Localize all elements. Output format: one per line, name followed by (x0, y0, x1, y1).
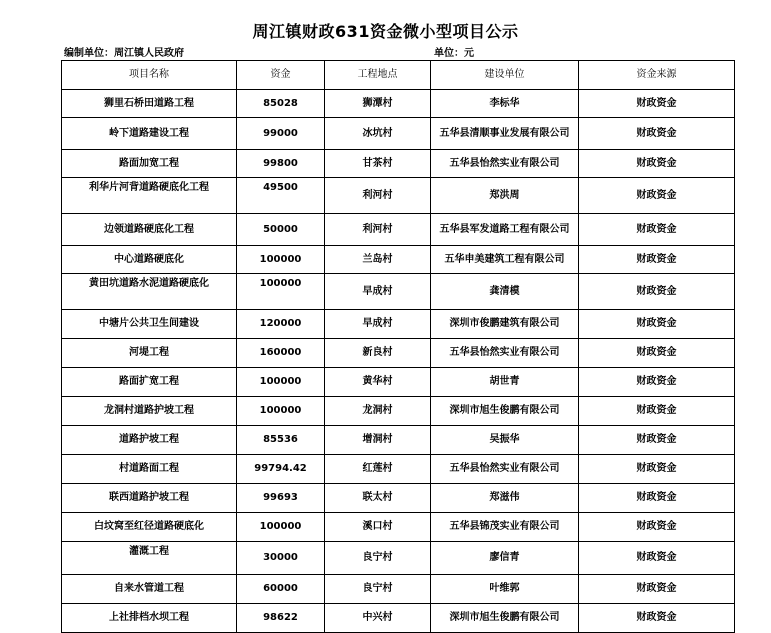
cell-builder: 龚清模 (431, 274, 579, 310)
cell-amount: 49500 (237, 178, 325, 214)
cell-builder: 五华县锦茂实业有限公司 (431, 513, 579, 542)
cell-project-name: 黄田坑道路水泥道路硬底化 (62, 274, 237, 310)
table-row (62, 310, 735, 339)
cell-amount: 50000 (237, 214, 325, 246)
cell-fund-source: 财政资金 (579, 178, 735, 214)
cell-fund-source: 财政资金 (579, 310, 735, 339)
cell-builder: 五华县军发道路工程有限公司 (431, 214, 579, 246)
cell-project-name: 村道路面工程 (62, 455, 237, 484)
cell-fund-source: 财政资金 (579, 150, 735, 178)
cell-fund-source: 财政资金 (579, 118, 735, 150)
cell-amount: 100000 (237, 368, 325, 397)
cell-builder: 叶维郭 (431, 575, 579, 604)
cell-location: 狮潭村 (325, 90, 431, 118)
cell-amount: 100000 (237, 397, 325, 426)
cell-location: 兰岛村 (325, 246, 431, 274)
cell-project-name: 自来水管道工程 (62, 575, 237, 604)
cell-location: 甘茶村 (325, 150, 431, 178)
table-row (62, 178, 735, 214)
cell-builder: 五华县怡然实业有限公司 (431, 455, 579, 484)
cell-builder: 深圳市旭生俊鹏有限公司 (431, 604, 579, 633)
cell-fund-source: 财政资金 (579, 90, 735, 118)
cell-project-name: 狮里石桥田道路工程 (62, 90, 237, 118)
table-row (62, 214, 735, 246)
cell-project-name: 路面扩宽工程 (62, 368, 237, 397)
table-row (62, 150, 735, 178)
cell-project-name: 上社排档水坝工程 (62, 604, 237, 633)
cell-fund-source: 财政资金 (579, 455, 735, 484)
cell-fund-source: 财政资金 (579, 339, 735, 368)
cell-location: 冰坑村 (325, 118, 431, 150)
cell-fund-source: 财政资金 (579, 246, 735, 274)
table-row (62, 542, 735, 575)
cell-fund-source: 财政资金 (579, 426, 735, 455)
table-row (62, 368, 735, 397)
cell-amount: 100000 (237, 513, 325, 542)
cell-location: 溪口村 (325, 513, 431, 542)
table-row (62, 118, 735, 150)
table-row (62, 397, 735, 426)
cell-location: 良宁村 (325, 542, 431, 575)
cell-fund-source: 财政资金 (579, 604, 735, 633)
cell-amount: 100000 (237, 246, 325, 274)
cell-builder: 深圳市旭生俊鹏有限公司 (431, 397, 579, 426)
cell-builder: 廖信青 (431, 542, 579, 575)
cell-builder: 五华县清顺事业发展有限公司 (431, 118, 579, 150)
header-project-name: 项目名称 (62, 61, 237, 90)
cell-fund-source: 财政资金 (579, 274, 735, 310)
table-row (62, 246, 735, 274)
cell-location: 龙洞村 (325, 397, 431, 426)
table-row (62, 426, 735, 455)
cell-builder: 五华县怡然实业有限公司 (431, 150, 579, 178)
table-row (62, 339, 735, 368)
table-header-row (62, 61, 735, 90)
cell-builder: 李标华 (431, 90, 579, 118)
cell-fund-source: 财政资金 (579, 542, 735, 575)
cell-project-name: 路面加宽工程 (62, 150, 237, 178)
cell-location: 红莲村 (325, 455, 431, 484)
cell-builder: 五华申美建筑工程有限公司 (431, 246, 579, 274)
cell-project-name: 岭下道路建设工程 (62, 118, 237, 150)
cell-project-name: 利华片河背道路硬底化工程 (62, 178, 237, 214)
cell-location: 增洞村 (325, 426, 431, 455)
cell-builder: 深圳市俊鹏建筑有限公司 (431, 310, 579, 339)
cell-amount: 99000 (237, 118, 325, 150)
currency-unit: 单位：元 (434, 48, 474, 59)
cell-project-name: 白坟窝至红径道路硬底化 (62, 513, 237, 542)
cell-fund-source: 财政资金 (579, 513, 735, 542)
table-row (62, 90, 735, 118)
table-row (62, 513, 735, 542)
cell-location: 良宁村 (325, 575, 431, 604)
header-fund-source: 资金来源 (579, 61, 735, 90)
cell-amount: 160000 (237, 339, 325, 368)
cell-amount: 60000 (237, 575, 325, 604)
cell-amount: 99693 (237, 484, 325, 513)
cell-project-name: 边领道路硬底化工程 (62, 214, 237, 246)
cell-builder: 五华县怡然实业有限公司 (431, 339, 579, 368)
cell-builder: 吴振华 (431, 426, 579, 455)
cell-location: 早成村 (325, 310, 431, 339)
cell-builder: 胡世青 (431, 368, 579, 397)
cell-fund-source: 财政资金 (579, 214, 735, 246)
cell-location: 利河村 (325, 178, 431, 214)
table-row (62, 455, 735, 484)
page-title: 周江镇财政631资金微小型项目公示 (252, 22, 519, 41)
table-row (62, 274, 735, 310)
cell-amount: 30000 (237, 542, 325, 575)
cell-amount: 100000 (237, 274, 325, 310)
cell-project-name: 中心道路硬底化 (62, 246, 237, 274)
cell-amount: 85028 (237, 90, 325, 118)
cell-project-name: 道路护坡工程 (62, 426, 237, 455)
cell-location: 新良村 (325, 339, 431, 368)
cell-amount: 120000 (237, 310, 325, 339)
cell-amount: 99794.42 (237, 455, 325, 484)
cell-location: 中兴村 (325, 604, 431, 633)
cell-project-name: 联西道路护坡工程 (62, 484, 237, 513)
cell-location: 联太村 (325, 484, 431, 513)
cell-builder: 郑滋伟 (431, 484, 579, 513)
table-row (62, 575, 735, 604)
cell-project-name: 龙洞村道路护坡工程 (62, 397, 237, 426)
compiling-unit: 编制单位：周江镇人民政府 (64, 48, 184, 59)
cell-project-name: 中塘片公共卫生间建设 (62, 310, 237, 339)
cell-fund-source: 财政资金 (579, 575, 735, 604)
header-builder: 建设单位 (431, 61, 579, 90)
header-location: 工程地点 (325, 61, 431, 90)
cell-fund-source: 财政资金 (579, 484, 735, 513)
table-row (62, 604, 735, 633)
cell-project-name: 灌溉工程 (62, 542, 237, 575)
cell-project-name: 河堤工程 (62, 339, 237, 368)
cell-builder: 郑洪周 (431, 178, 579, 214)
cell-amount: 98622 (237, 604, 325, 633)
cell-fund-source: 财政资金 (579, 397, 735, 426)
header-amount: 资金 (237, 61, 325, 90)
cell-location: 黄华村 (325, 368, 431, 397)
cell-fund-source: 财政资金 (579, 368, 735, 397)
project-table (61, 60, 735, 633)
cell-location: 早成村 (325, 274, 431, 310)
cell-amount: 99800 (237, 150, 325, 178)
table-row (62, 484, 735, 513)
cell-location: 利河村 (325, 214, 431, 246)
cell-amount: 85536 (237, 426, 325, 455)
